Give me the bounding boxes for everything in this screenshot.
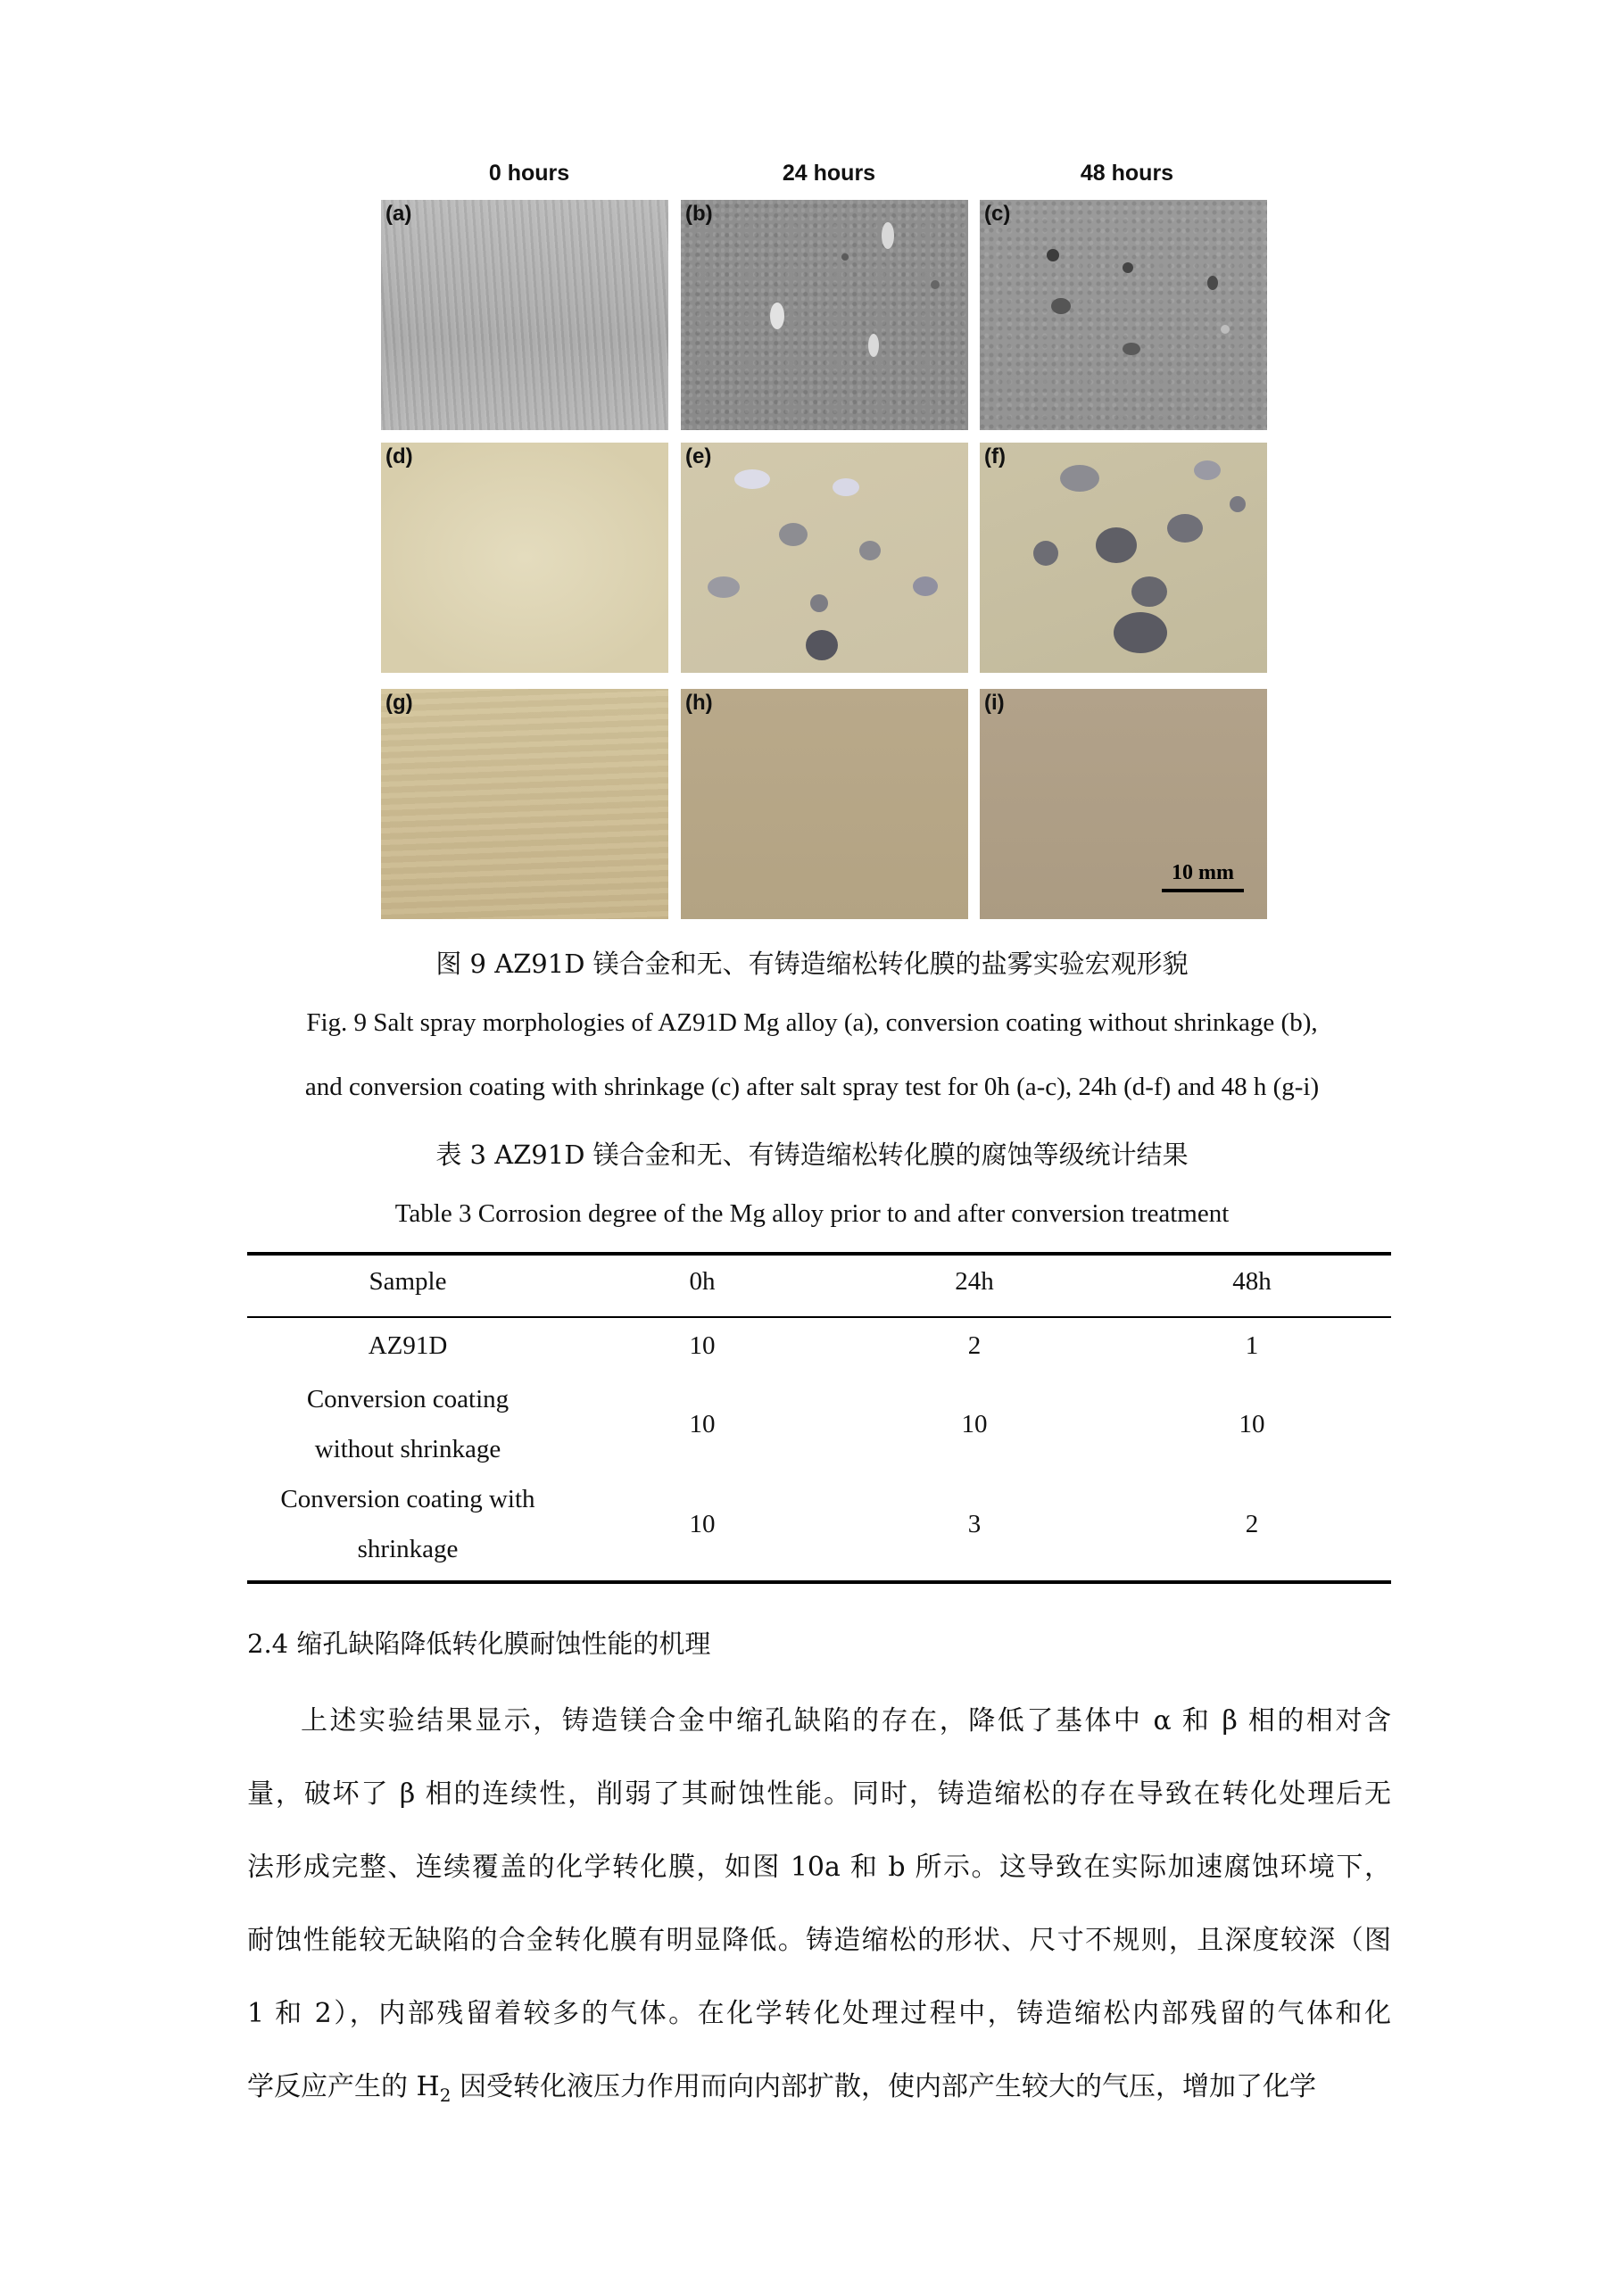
table-cell-sample: shrinkage — [357, 1535, 459, 1563]
table-caption-en: Table 3 Corrosion degree of the Mg alloy prior to and after conversion treatment — [394, 1199, 1230, 1228]
table-cell-24h: 3 — [967, 1510, 982, 1538]
panel-d — [381, 443, 668, 673]
panel-e — [681, 443, 968, 673]
table-header-48h: 48h — [1232, 1267, 1272, 1296]
panel-label-c: (c) — [984, 202, 1011, 226]
panel-label-i: (i) — [984, 691, 1005, 715]
column-header-48h: 48 hours — [1080, 161, 1174, 186]
table-header-24h: 24h — [955, 1267, 994, 1296]
paragraph-line: 上述实验结果显示，铸造镁合金中缩孔缺陷的存在，降低了基体中 α 和 β 相的相对含 — [301, 1705, 1391, 1737]
paragraph-line: 量，破坏了 β 相的连续性，削弱了其耐蚀性能。同时，铸造缩松的存在导致在转化处理后无 — [247, 1778, 1391, 1810]
panel-g — [381, 689, 668, 919]
table-cell-sample: Conversion coating — [306, 1385, 510, 1413]
scale-bar-label: 10 mm — [1172, 861, 1234, 884]
panel-i — [980, 689, 1267, 919]
table-header-0h: 0h — [689, 1267, 716, 1296]
table-cell-24h: 2 — [967, 1331, 982, 1360]
paragraph-line-end: 因受转化液压力作用而向内部扩散，使内部产生较大的气压，增加了化学 — [451, 2071, 1316, 2102]
scale-bar-line — [1162, 889, 1244, 892]
panel-label-b: (b) — [685, 202, 713, 226]
scale-bar — [1162, 861, 1244, 892]
table-bottom-rule — [247, 1580, 1391, 1584]
paragraph-line — [247, 2064, 1391, 2106]
panel-c — [980, 200, 1267, 430]
panel-label-a: (a) — [385, 202, 412, 226]
table-cell-48h: 2 — [1245, 1510, 1259, 1538]
figure-caption-zh: 图 9 AZ91D 镁合金和无、有铸造缩松转化膜的盐雾实验宏观形貌 — [435, 949, 1189, 979]
figure-caption-en-line2: and conversion coating with shrinkage (c) after salt spray test for 0h (a-c), 24h (d-f) and 48 h (g-i) — [304, 1073, 1320, 1101]
section-heading: 2.4 缩孔缺陷降低转化膜耐蚀性能的机理 — [247, 1629, 711, 1659]
table-cell-24h: 10 — [961, 1410, 988, 1438]
panel-f — [980, 443, 1267, 673]
paragraph-line: 法形成完整、连续覆盖的化学转化膜，如图 10a 和 b 所示。这导致在实际加速腐蚀环境下， — [247, 1852, 1391, 1883]
panel-a — [381, 200, 668, 430]
table-cell-sample: AZ91D — [368, 1331, 448, 1360]
table-top-rule — [247, 1252, 1391, 1256]
panel-label-e: (e) — [685, 444, 712, 468]
table-cell-48h: 10 — [1239, 1410, 1265, 1438]
table-header-sample: Sample — [369, 1267, 447, 1296]
table-cell-0h: 10 — [689, 1410, 716, 1438]
table-cell-0h: 10 — [689, 1510, 716, 1538]
paragraph-line: 耐蚀性能较无缺陷的合金转化膜有明显降低。铸造缩松的形状、尺寸不规则，且深度较深（图 — [247, 1925, 1391, 1956]
paragraph-line: 1 和 2），内部残留着较多的气体。在化学转化处理过程中，铸造缩松内部残留的气体和化 — [247, 1998, 1391, 2029]
panel-label-h: (h) — [685, 691, 713, 715]
panel-label-f: (f) — [984, 444, 1006, 468]
figure-caption-en-line1: Fig. 9 Salt spray morphologies of AZ91D Mg alloy (a), conversion coating without shrinkage (b), — [306, 1008, 1318, 1037]
column-header-0h: 0 hours — [488, 161, 570, 186]
panel-label-g: (g) — [385, 691, 413, 715]
panel-h — [681, 689, 968, 919]
panel-b — [681, 200, 968, 430]
table-caption-zh: 表 3 AZ91D 镁合金和无、有铸造缩松转化膜的腐蚀等级统计结果 — [435, 1140, 1189, 1170]
column-header-24h: 24 hours — [782, 161, 876, 186]
paragraph-line-start: 学反应产生的 H — [247, 2071, 440, 2102]
table-cell-sample: Conversion coating with — [280, 1485, 535, 1513]
table-cell-48h: 1 — [1245, 1331, 1259, 1360]
panel-label-d: (d) — [385, 444, 413, 468]
table-header-rule — [247, 1316, 1391, 1318]
table-cell-0h: 10 — [689, 1331, 716, 1360]
subscript-2: 2 — [439, 2085, 452, 2106]
table-cell-sample: without shrinkage — [314, 1435, 501, 1463]
